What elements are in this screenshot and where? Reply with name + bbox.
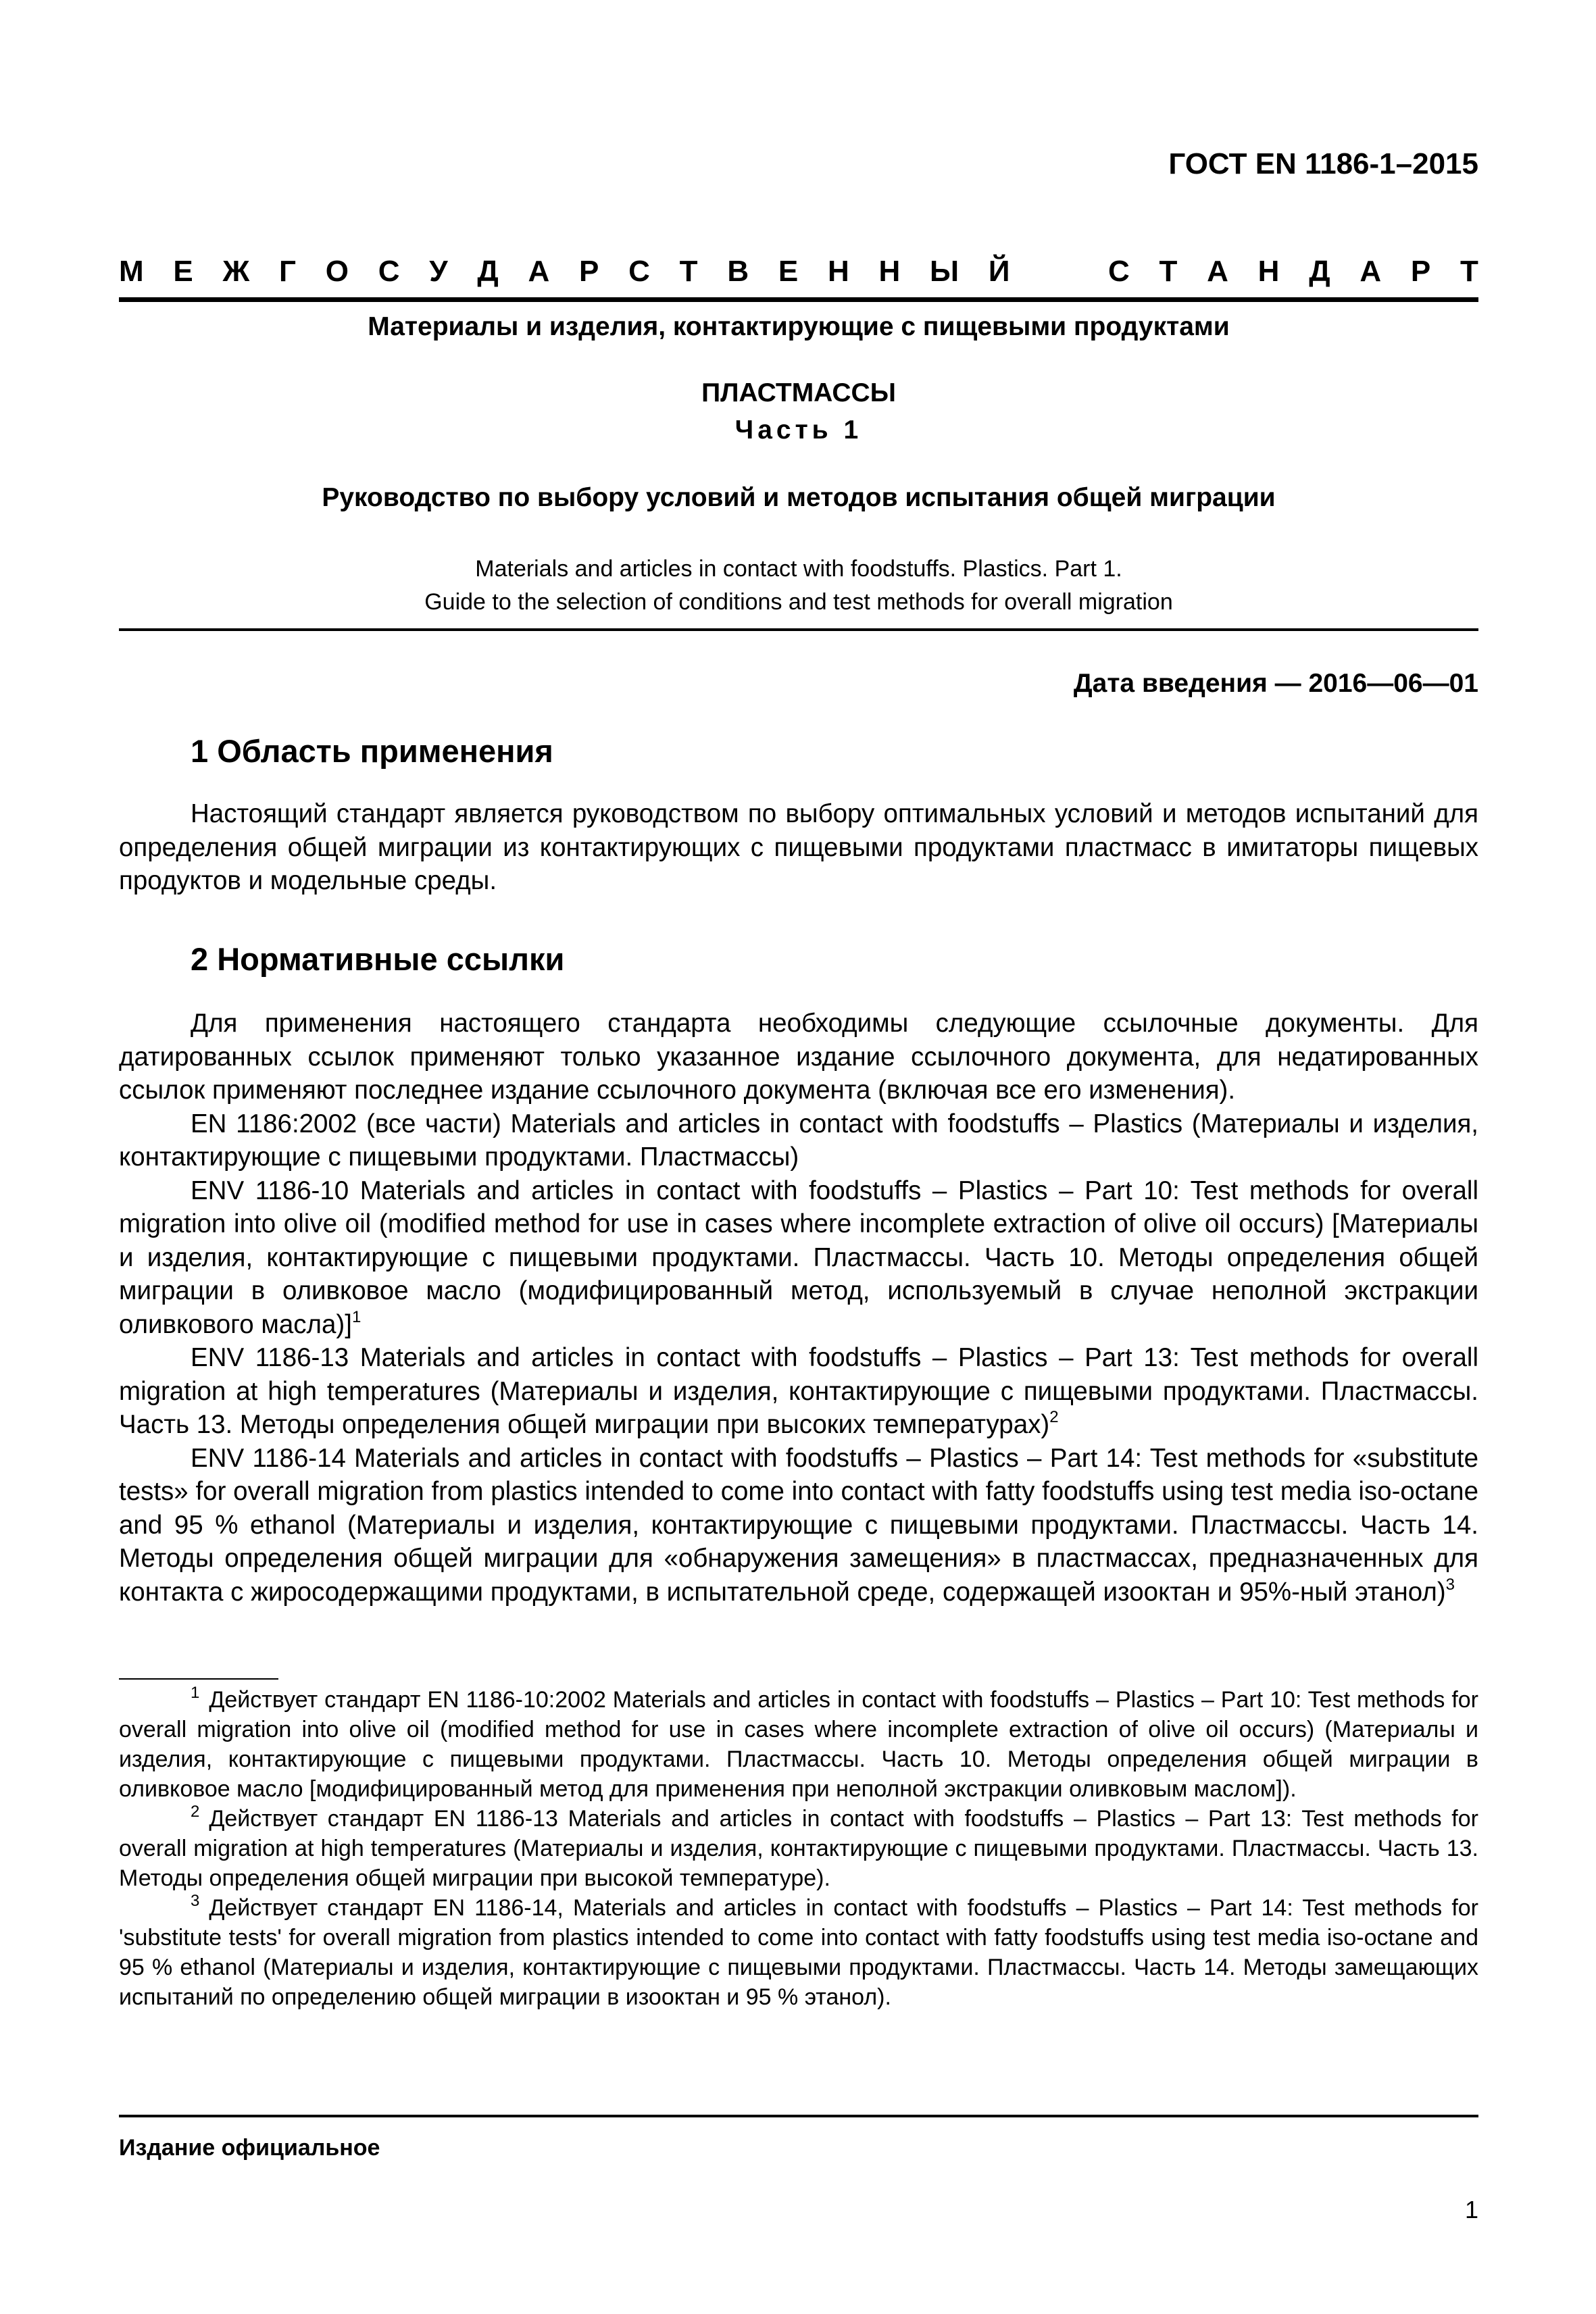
reference-paragraph (119, 1341, 1478, 1442)
banner-letter: Е (173, 255, 193, 288)
banner-letter: Н (1257, 255, 1280, 288)
document-page (119, 0, 1478, 2314)
subject-title: ПЛАСТМАССЫ (701, 378, 896, 407)
title-rule (119, 628, 1478, 631)
footnote-ref[interactable]: 3 (1445, 1575, 1455, 1594)
footnote-ref[interactable]: 1 (351, 1307, 361, 1326)
banner-letter: О (325, 255, 349, 288)
banner-letter: М (119, 255, 144, 288)
reference-text: ENV 1186-13 Materials and articles in contact with foodstuffs – Plastics – Part 13: Test methods for overall migration at high temperatures (Материалы и изделия, контактирующие с пищевыми продуктами. Пластмассы. Часть 13. Методы определения общей миграции при высоких температурах) (119, 1343, 1478, 1439)
banner-letter: Р (579, 255, 599, 288)
reference-paragraph (119, 1107, 1478, 1174)
banner-letter: А (528, 255, 550, 288)
banner-letter: Р (1410, 255, 1431, 288)
footnote-mark: 1 (191, 1684, 200, 1702)
series-title: Материалы и изделия, контактирующие с пищевыми продуктами (368, 312, 1230, 341)
footnote-mark: 2 (191, 1803, 200, 1821)
footnote (119, 1685, 1478, 1804)
footnote-text: Действует стандарт EN 1186-14, Materials and articles in contact with foodstuffs – Plastics – Part 14: Test methods for 'substitute tests' for overall migration from plastics intended to come into contact with fatty foodstuffs using test media iso-octane and 95 % ethanol (Материалы и изделия, контактирующие с пищевыми продуктами. Пластмассы. Часть 14. Методы замещающих испытаний по определению общей миграции в изооктан и 95 % этанол). (119, 1895, 1478, 2010)
banner-letter: Й (988, 255, 1010, 288)
section-heading: 1 Область применения (191, 733, 553, 769)
reference-paragraph (119, 1174, 1478, 1342)
scope-text: Настоящий стандарт является руководством по выбору оптимальных условий и методов испытаний для определения общей миграции из контактирующих с пищевыми продуктами пластмасс в имитаторы пищевых продуктов и модельные среды. (119, 799, 1478, 895)
banner-letter: Ж (222, 255, 250, 288)
banner-letter: Т (1159, 255, 1178, 288)
reference-text: EN 1186:2002 (все части) Materials and articles in contact with foodstuffs – Plastics (Материалы и изделия, контактирующие с пищевыми продуктами. Пластмассы) (119, 1109, 1478, 1172)
footnote (119, 1804, 1478, 1893)
header-rule (119, 297, 1478, 302)
english-title-line: Guide to the selection of conditions and test methods for overall migration (424, 589, 1173, 615)
part-title: Часть 1 (734, 416, 863, 445)
banner-letter: А (1360, 255, 1382, 288)
footnote-text: Действует стандарт EN 1186-13 Materials and articles in contact with foodstuffs – Plastics – Part 13: Test methods for overall migration at high temperatures (Материалы и изделия, контактирующие с пищевыми продуктами. Пластмассы. Часть 13. Методы определения общей миграции при высокой температуре). (119, 1806, 1478, 1891)
banner-letter: Т (1460, 255, 1478, 288)
footnote (119, 1893, 1478, 2012)
banner-letter: У (429, 255, 448, 288)
banner-letter: Ы (930, 255, 959, 288)
edition-label: Издание официальное (119, 2135, 380, 2161)
banner-letter: С (1107, 255, 1130, 288)
reference-text: ENV 1186-14 Materials and articles in contact with foodstuffs – Plastics – Part 14: Test methods for «substitute tests» for overall migration from plastics intended to come into contact with fatty foodstuffs using test media iso-octane and 95 % ethanol (Материалы и изделия, контактирующие с пищевыми продуктами. Пластмассы. Часть 14. Методы определения общей миграции для «обнаружения замещения» в пластмассах, предназначенных для контакта с жиросодержащими продуктами, в испытательной среде, содержащей изооктан и 95%-ный этанол) (119, 1443, 1478, 1607)
banner-letter: Г (279, 255, 296, 288)
banner-letter: С (378, 255, 400, 288)
banner-letter: Н (878, 255, 901, 288)
references-list (119, 1007, 1478, 1609)
reference-text: ENV 1186-10 Materials and articles in contact with foodstuffs – Plastics – Part 10: Test methods for overall migration into olive oil (modified method for use in cases where incomplete extraction of olive oil occurs) [Материалы и изделия, контактирующие с пищевыми продуктами. Пластмассы. Часть 10. Методы определения общей миграции в оливковое масло (модифицированный метод, используемый в случае неполной экстракции оливкового масла)] (119, 1176, 1478, 1339)
footnote-ref[interactable]: 2 (1049, 1408, 1059, 1426)
section-heading: 2 Нормативные ссылки (191, 941, 565, 977)
banner-letter: Т (679, 255, 698, 288)
document-title: Руководство по выбору условий и методов испытания общей миграции (322, 483, 1276, 512)
page-number: 1 (1464, 2196, 1478, 2223)
english-title-line: Materials and articles in contact with foodstuffs. Plastics. Part 1. (475, 556, 1122, 582)
english-title (119, 553, 1478, 619)
banner-letter: Д (1309, 255, 1330, 288)
standard-type-banner (119, 251, 1478, 292)
reference-paragraph (119, 1442, 1478, 1609)
reference-paragraph (119, 1007, 1478, 1107)
banner-letter: А (1207, 255, 1228, 288)
footnote-text: Действует стандарт EN 1186-10:2002 Materials and articles in contact with foodstuffs – Plastics – Part 10: Test methods for overall migration into olive oil (modified method for use in cases where incomplete extraction of olive oil occurs) (Материалы и изделия, контактирующие с пищевыми продуктами. Пластмассы. Часть 10. Методы определения общей миграции в оливковое масло [модифицированный метод для применения при неполной экстракции оливковым маслом]). (119, 1687, 1478, 1802)
footnote-mark: 3 (191, 1892, 200, 1910)
footnote-separator (119, 1678, 278, 1680)
footer-rule (119, 2115, 1478, 2117)
footnotes (119, 1685, 1478, 2012)
reference-text: Для применения настоящего стандарта необходимы следующие ссылочные документы. Для датированных ссылок применяют только указанное издание ссылочного документа, для недатированных ссылок применяют последнее издание ссылочного документа (включая все его изменения). (119, 1009, 1478, 1105)
section-paragraph (119, 797, 1478, 898)
banner-letter: В (727, 255, 749, 288)
banner-letter: Е (778, 255, 799, 288)
effective-date: Дата введения — 2016—06—01 (1073, 669, 1478, 698)
document-number: ГОСТ EN 1186-1–2015 (1168, 147, 1478, 180)
banner-letter: Н (827, 255, 849, 288)
banner-letter: С (628, 255, 650, 288)
banner-letter: Д (477, 255, 499, 288)
